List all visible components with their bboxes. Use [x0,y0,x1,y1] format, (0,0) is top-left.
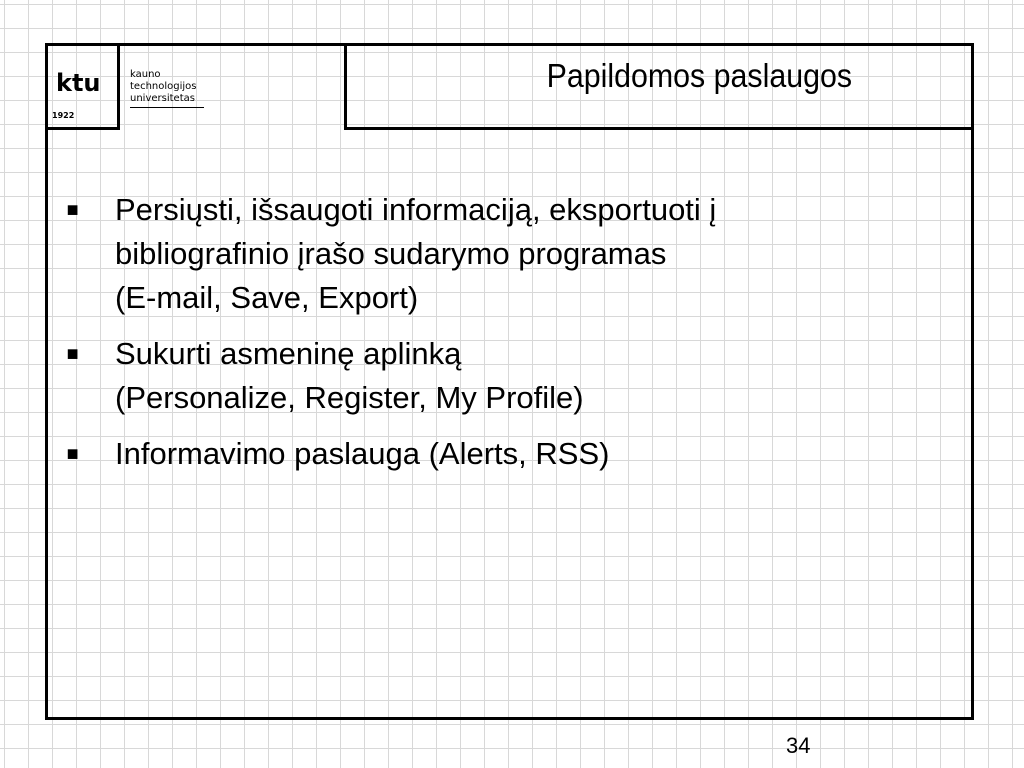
logo-university-name [130,69,204,108]
logo-box [45,43,120,130]
logo-year: 1922 [52,111,75,120]
logo-name-line: kauno [130,69,161,80]
logo-name-line: universitetas [130,93,195,104]
page-number: 34 [786,733,811,758]
bullet-text-line: Persiųsti, išsaugoti informaciją, eksportuoti į [115,192,717,227]
bullet-item [60,332,940,420]
bullet-item [60,188,940,320]
bullet-text-line: Informavimo paslauga (Alerts, RSS) [115,436,610,471]
logo-name-line: technologijos [130,81,197,92]
bullet-text-line: bibliografinio įrašo sudarymo programas [115,236,667,271]
bullet-text-line: (E-mail, Save, Export) [115,280,419,315]
title-box [344,43,974,130]
bullet-square-icon: ■ [66,343,79,365]
bullet-square-icon: ■ [66,443,79,465]
bullet-text-line: (Personalize, Register, My Profile) [115,380,584,415]
bullet-square-icon: ■ [66,199,79,221]
bullet-text-line: Sukurti asmeninę aplinką [115,336,462,371]
bullet-item [60,432,940,476]
logo-abbreviation: ktu [56,69,101,97]
slide-title: Papildomos paslaugos [546,57,852,94]
bullet-list [60,188,940,488]
